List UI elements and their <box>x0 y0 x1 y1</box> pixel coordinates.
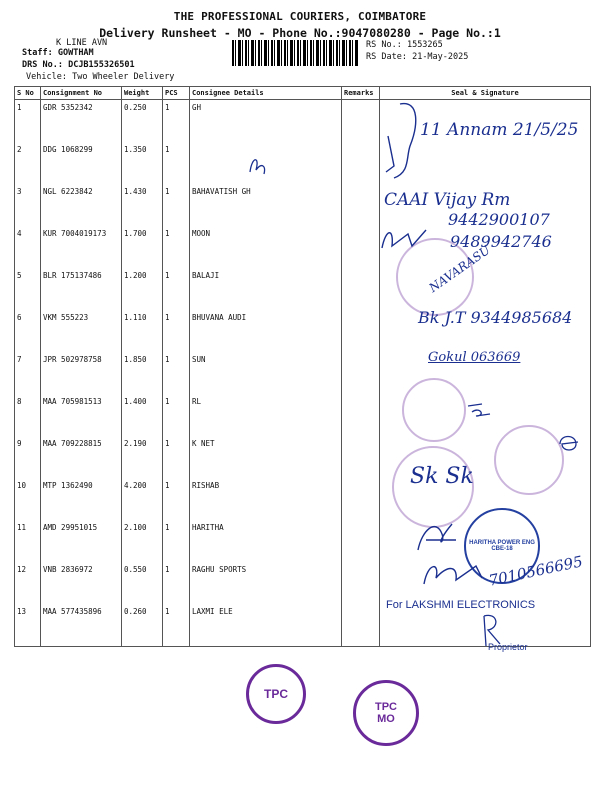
row-pcs: 1 <box>163 142 190 184</box>
row-remarks <box>342 310 380 352</box>
drs-value: DCJB155326501 <box>68 60 135 70</box>
signature-scribble <box>380 96 440 186</box>
col-pcs: PCS <box>163 87 190 100</box>
row-remarks <box>342 184 380 226</box>
row-weight: 1.850 <box>122 352 163 394</box>
row-sno: 1 <box>15 100 41 143</box>
row-remarks <box>342 352 380 394</box>
row-remarks <box>342 226 380 268</box>
row-remarks <box>342 142 380 184</box>
row-weight: 0.250 <box>122 100 163 143</box>
rs-no-label: RS No.: <box>366 40 402 50</box>
row-remarks <box>342 394 380 436</box>
row-sno: 4 <box>15 226 41 268</box>
row-consignee: RISHAB <box>190 478 342 520</box>
row-remarks <box>342 268 380 310</box>
rs-date-label: RS Date: <box>366 52 407 62</box>
tpc-stamp <box>246 664 306 724</box>
row-pcs: 1 <box>163 352 190 394</box>
company-title: THE PROFESSIONAL COURIERS, COIMBATORE <box>173 10 427 23</box>
table-header-row <box>15 87 591 100</box>
row-sno: 8 <box>15 394 41 436</box>
route-line <box>22 38 107 48</box>
row-remarks <box>342 436 380 478</box>
row-consignee: SUN <box>190 352 342 394</box>
tpc-mo-stamp-top: TPC <box>375 701 397 713</box>
row-consignment: DDG 1068299 <box>41 142 122 184</box>
row-consignment: AMD 29951015 <box>41 520 122 562</box>
staff-label: Staff: <box>22 48 53 58</box>
row-consignment: MAA 577435896 <box>41 604 122 647</box>
signature-row3-phone: 9442900107 <box>448 210 550 229</box>
row-remarks <box>342 478 380 520</box>
row-consignment: JPR 502978758 <box>41 352 122 394</box>
row-pcs: 1 <box>163 268 190 310</box>
row-pcs: 1 <box>163 394 190 436</box>
row-consignment: MAA 705981513 <box>41 394 122 436</box>
row-sno: 6 <box>15 310 41 352</box>
tpc-mo-stamp-bottom: MO <box>377 713 395 725</box>
signature-mark-row2 <box>246 152 270 178</box>
col-consignment: Consignment No <box>41 87 122 100</box>
row-consignee: LAXMI ELE <box>190 604 342 647</box>
signature-mark-row8 <box>464 398 494 422</box>
row-sno: 5 <box>15 268 41 310</box>
row-pcs: 1 <box>163 226 190 268</box>
signature-row10: Sk Sk <box>410 464 474 489</box>
row-remarks <box>342 100 380 143</box>
row-consignment: KUR 7004019173 <box>41 226 122 268</box>
row-remarks <box>342 562 380 604</box>
row-pcs: 1 <box>163 436 190 478</box>
row-weight: 1.700 <box>122 226 163 268</box>
tpc-stamp-label: TPC <box>264 687 288 701</box>
row-weight: 1.200 <box>122 268 163 310</box>
row-consignment: MAA 709228815 <box>41 436 122 478</box>
row-sno: 11 <box>15 520 41 562</box>
row-consignee: K NET <box>190 436 342 478</box>
row-weight: 1.350 <box>122 142 163 184</box>
runsheet-title: Delivery Runsheet - MO - Phone No.:9047080280 - Page No.:1 <box>99 26 501 40</box>
haritha-stamp-text: HARITHA POWER ENG CBE-18 <box>469 540 535 552</box>
row-consignee: GH <box>190 100 342 143</box>
row-consignee: MOON <box>190 226 342 268</box>
staff-value: GOWTHAM <box>57 48 94 58</box>
row-sno: 9 <box>15 436 41 478</box>
row-consignee: BALAJI <box>190 268 342 310</box>
col-remarks: Remarks <box>342 87 380 100</box>
row-pcs: 1 <box>163 604 190 647</box>
row-consignee: RL <box>190 394 342 436</box>
row-sno: 13 <box>15 604 41 647</box>
rs-no-value: 1553265 <box>406 40 443 50</box>
row-sno: 12 <box>15 562 41 604</box>
vehicle-value: Two Wheeler Delivery <box>72 72 175 82</box>
rs-no-line <box>366 40 443 50</box>
row-pcs: 1 <box>163 562 190 604</box>
row-consignment: VNB 2836972 <box>41 562 122 604</box>
row-sno: 2 <box>15 142 41 184</box>
row-pcs: 1 <box>163 310 190 352</box>
rs-date-line <box>366 52 468 62</box>
row-weight: 1.110 <box>122 310 163 352</box>
row-weight: 1.400 <box>122 394 163 436</box>
drs-line <box>22 60 135 70</box>
tpc-mo-stamp <box>353 680 419 746</box>
barcode <box>232 40 358 66</box>
col-weight: Weight <box>122 87 163 100</box>
drs-label: DRS No.: <box>22 60 63 70</box>
row-consignment: GDR 5352342 <box>41 100 122 143</box>
row-pcs: 1 <box>163 478 190 520</box>
row-pcs: 1 <box>163 184 190 226</box>
row-sno: 3 <box>15 184 41 226</box>
row-weight: 4.200 <box>122 478 163 520</box>
signature-row6: Bk J.T 9344985684 <box>418 308 573 327</box>
row-remarks <box>342 520 380 562</box>
row-sno: 7 <box>15 352 41 394</box>
row-pcs: 1 <box>163 520 190 562</box>
row-consignee: BAHAVATISH GH <box>190 184 342 226</box>
vehicle-label: Vehicle: <box>26 72 67 82</box>
row-consignment: MTP 1362490 <box>41 478 122 520</box>
row-weight: 1.430 <box>122 184 163 226</box>
row-consignment: VKM 555223 <box>41 310 122 352</box>
col-seal: Seal & Signature <box>380 87 591 100</box>
faint-stamp <box>494 425 564 495</box>
proprietor-label: Proprietor <box>488 642 528 652</box>
row-pcs: 1 <box>163 100 190 143</box>
row-weight: 2.100 <box>122 520 163 562</box>
row-weight: 0.260 <box>122 604 163 647</box>
signature-mark-row4 <box>378 222 438 254</box>
row-consignee: RAGHU SPORTS <box>190 562 342 604</box>
company-stamp-text: For LAKSHMI ELECTRONICS <box>386 599 536 611</box>
table-row <box>15 268 591 310</box>
row-consignment: NGL 6223842 <box>41 184 122 226</box>
row-consignee: BHUVANA AUDI <box>190 310 342 352</box>
signature-mark-row12 <box>418 556 488 590</box>
row-consignment: BLR 175137486 <box>41 268 122 310</box>
route-value: K LINE AVN <box>56 38 108 48</box>
row-remarks <box>342 604 380 647</box>
table-row <box>15 394 591 436</box>
table-row <box>15 142 591 184</box>
signature-row1: 11 Annam 21/5/25 <box>420 120 579 140</box>
signature-row7: Gokul 063669 <box>428 350 521 365</box>
col-consignee: Consignee Details <box>190 87 342 100</box>
row-sno: 10 <box>15 478 41 520</box>
row-weight: 2.190 <box>122 436 163 478</box>
row-weight: 0.550 <box>122 562 163 604</box>
vehicle-line <box>26 72 174 82</box>
signature-row4-phone: 9489942746 <box>450 232 552 251</box>
row-consignee: HARITHA <box>190 520 342 562</box>
signature-mark-row11 <box>412 510 462 554</box>
faint-stamp <box>402 378 466 442</box>
signature-row3-name: CAAI Vijay Rm <box>384 190 511 210</box>
signature-mark-row9 <box>556 432 582 454</box>
rs-date-value: 21-May-2025 <box>412 52 469 62</box>
signature-row12-phone: 7010566695 <box>487 552 585 590</box>
signature-row5: NAVARASU <box>426 242 493 296</box>
staff-line <box>22 48 94 58</box>
col-sno: S No <box>15 87 41 100</box>
